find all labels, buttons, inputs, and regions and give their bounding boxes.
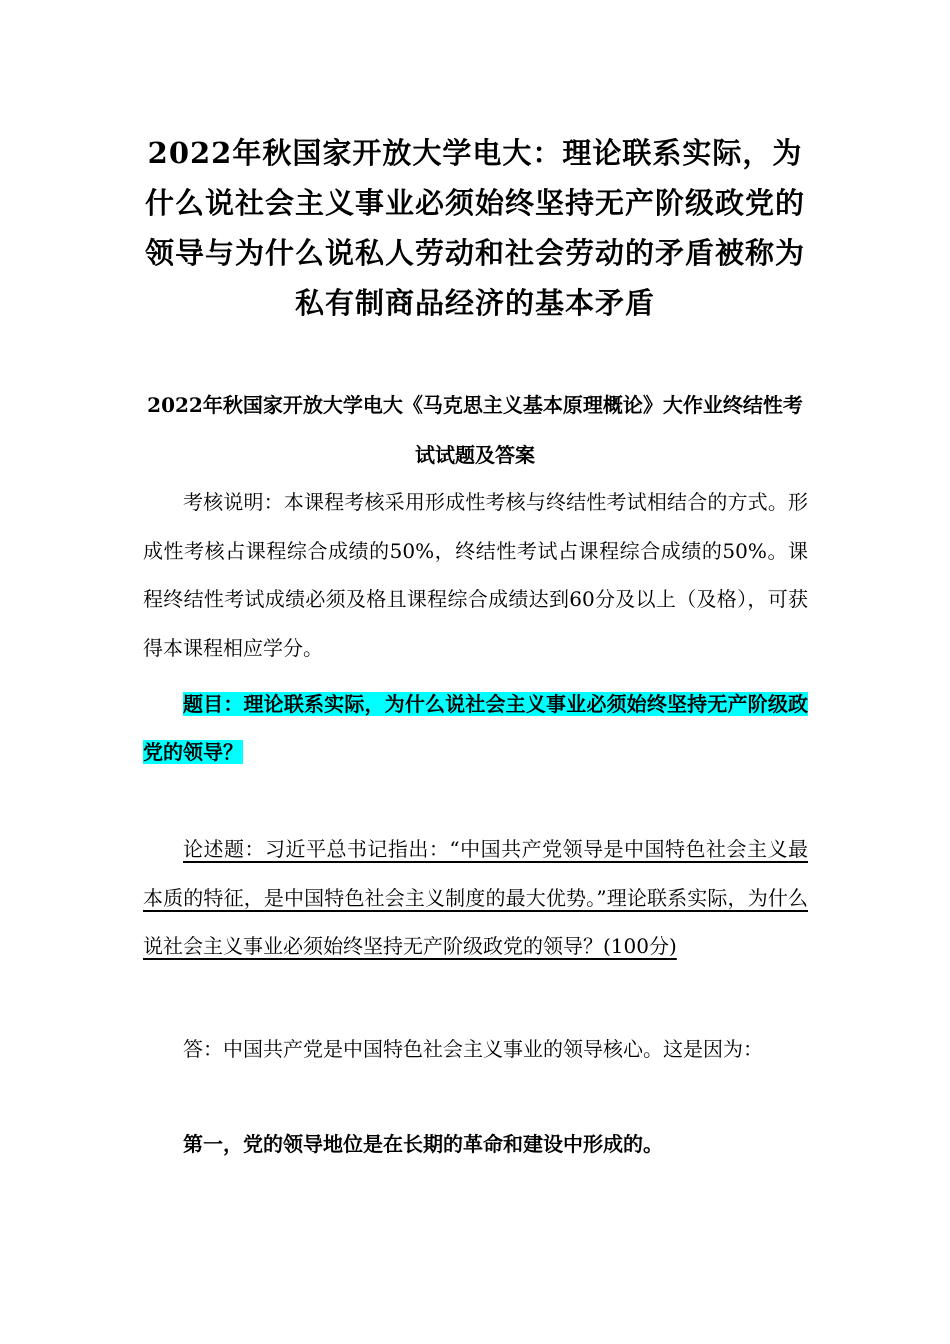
question-heading (143, 680, 808, 776)
essay-prompt: 论述题：习近平总书记指出：“中国共产党领导是中国特色社会主义最本质的特征，是中国特色社会主义制度的最大优势。”理论联系实际，为什么说社会主义事业必须始终坚持无产阶级政党的领导？(100分) (143, 837, 808, 958)
answer-intro: 答：中国共产党是中国特色社会主义事业的领导核心。这是因为： (183, 1037, 763, 1061)
document-subtitle: 2022年秋国家开放大学电大《马克思主义基本原理概论》大作业终结性考试试题及答案 (147, 393, 803, 467)
exam-instructions: 考核说明：本课程考核采用形成性考核与终结性考试相结合的方式。形成性考核占课程综合成绩的50%，终结性考试占课程综合成绩的50%。课程终结性考试成绩必须及格且课程综合成绩达到60分及以上（及格），可获得本课程相应学分。 (143, 490, 808, 660)
document-title: 2022年秋国家开放大学电大：理论联系实际，为什么说社会主义事业必须始终坚持无产阶级政党的领导与为什么说私人劳动和社会劳动的矛盾被称为私有制商品经济的基本矛盾 (144, 136, 805, 320)
answer-first-point: 第一，党的领导地位是在长期的革命和建设中形成的。 (183, 1132, 663, 1156)
question-highlight: 题目：理论联系实际，为什么说社会主义事业必须始终坚持无产阶级政党的领导？ (143, 692, 808, 764)
